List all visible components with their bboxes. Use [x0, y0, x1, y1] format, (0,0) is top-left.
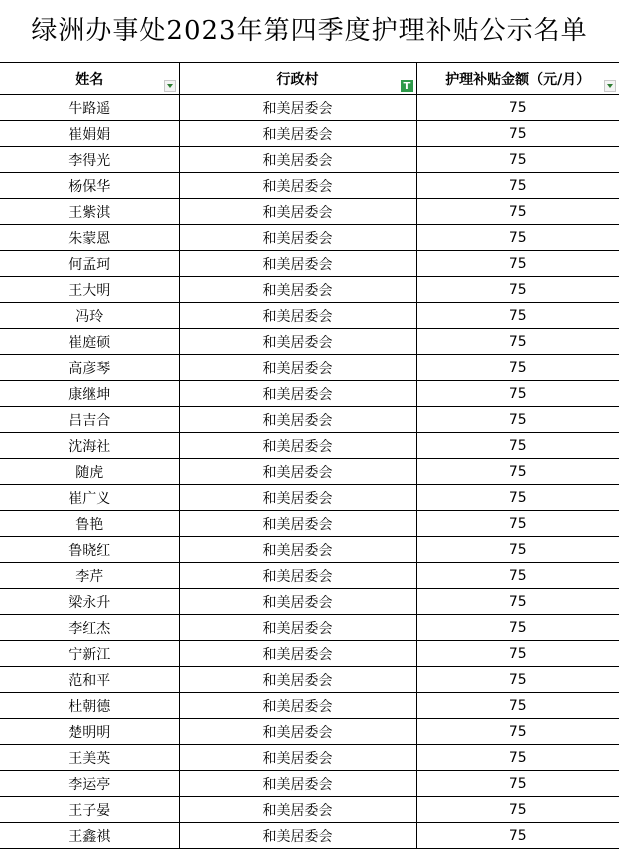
table-row: [0, 797, 619, 823]
data-table: [0, 63, 619, 849]
cell-village[interactable]: 和美居委会: [179, 511, 416, 537]
cell-amount[interactable]: 75: [416, 745, 619, 771]
cell-amount[interactable]: 75: [416, 563, 619, 589]
table-row: [0, 459, 619, 485]
table-row: [0, 719, 619, 745]
cell-village[interactable]: 和美居委会: [179, 823, 416, 849]
table-row: [0, 433, 619, 459]
table-row: [0, 147, 619, 173]
column-header-amount: [416, 63, 619, 95]
cell-amount[interactable]: 75: [416, 381, 619, 407]
table-row: [0, 407, 619, 433]
table-row: [0, 355, 619, 381]
cell-name[interactable]: 朱蒙恩: [0, 225, 179, 251]
cell-name[interactable]: 李芹: [0, 563, 179, 589]
table-row: [0, 537, 619, 563]
cell-village[interactable]: 和美居委会: [179, 251, 416, 277]
cell-village[interactable]: 和美居委会: [179, 95, 416, 121]
cell-amount[interactable]: 75: [416, 251, 619, 277]
cell-name[interactable]: 康继坤: [0, 381, 179, 407]
sheet-title: 绿洲办事处2023年第四季度护理补贴公示名单: [0, 0, 619, 63]
cell-village[interactable]: 和美居委会: [179, 277, 416, 303]
cell-village[interactable]: 和美居委会: [179, 433, 416, 459]
cell-amount[interactable]: 75: [416, 823, 619, 849]
cell-name[interactable]: 梁永升: [0, 589, 179, 615]
cell-amount[interactable]: 75: [416, 693, 619, 719]
cell-amount[interactable]: 75: [416, 641, 619, 667]
cell-amount[interactable]: 75: [416, 225, 619, 251]
cell-amount[interactable]: 75: [416, 459, 619, 485]
cell-amount[interactable]: 75: [416, 95, 619, 121]
cell-name[interactable]: 鲁艳: [0, 511, 179, 537]
column-header-label: 姓名: [75, 71, 104, 88]
cell-village[interactable]: 和美居委会: [179, 745, 416, 771]
cell-amount[interactable]: 75: [416, 147, 619, 173]
cell-name[interactable]: 王美英: [0, 745, 179, 771]
table-row: [0, 277, 619, 303]
cell-village[interactable]: 和美居委会: [179, 381, 416, 407]
cell-name[interactable]: 沈海社: [0, 433, 179, 459]
cell-village[interactable]: 和美居委会: [179, 147, 416, 173]
cell-village[interactable]: 和美居委会: [179, 589, 416, 615]
cell-village[interactable]: 和美居委会: [179, 563, 416, 589]
cell-amount[interactable]: 75: [416, 277, 619, 303]
dropdown-arrow-icon[interactable]: [164, 80, 176, 92]
table-row: [0, 693, 619, 719]
table-row: [0, 95, 619, 121]
table-row: [0, 251, 619, 277]
table-row: [0, 485, 619, 511]
cell-village[interactable]: 和美居委会: [179, 121, 416, 147]
cell-village[interactable]: 和美居委会: [179, 199, 416, 225]
filter-active-icon[interactable]: T: [401, 80, 413, 92]
cell-name[interactable]: 崔庭硕: [0, 329, 179, 355]
cell-amount[interactable]: 75: [416, 355, 619, 381]
cell-village[interactable]: 和美居委会: [179, 303, 416, 329]
cell-amount[interactable]: 75: [416, 511, 619, 537]
table-row: [0, 667, 619, 693]
table-row: [0, 511, 619, 537]
cell-village[interactable]: 和美居委会: [179, 225, 416, 251]
cell-village[interactable]: 和美居委会: [179, 641, 416, 667]
column-header-label: 行政村: [276, 71, 319, 88]
cell-name[interactable]: 王鑫祺: [0, 823, 179, 849]
cell-village[interactable]: 和美居委会: [179, 355, 416, 381]
cell-village[interactable]: 和美居委会: [179, 693, 416, 719]
cell-name[interactable]: 李得光: [0, 147, 179, 173]
cell-amount[interactable]: 75: [416, 303, 619, 329]
cell-village[interactable]: 和美居委会: [179, 459, 416, 485]
cell-amount[interactable]: 75: [416, 173, 619, 199]
header-row: [0, 63, 619, 95]
cell-amount[interactable]: 75: [416, 771, 619, 797]
dropdown-arrow-icon[interactable]: [604, 80, 616, 92]
table-row: [0, 641, 619, 667]
cell-village[interactable]: 和美居委会: [179, 615, 416, 641]
cell-name[interactable]: 杜朝德: [0, 693, 179, 719]
cell-amount[interactable]: 75: [416, 589, 619, 615]
cell-amount[interactable]: 75: [416, 329, 619, 355]
table-row: [0, 329, 619, 355]
cell-amount[interactable]: 75: [416, 485, 619, 511]
cell-amount[interactable]: 75: [416, 537, 619, 563]
cell-name[interactable]: 高彦琴: [0, 355, 179, 381]
cell-name[interactable]: 李运亭: [0, 771, 179, 797]
cell-name[interactable]: 吕吉合: [0, 407, 179, 433]
column-header-label: 护理补贴金额（元/月）: [445, 71, 591, 88]
cell-amount[interactable]: 75: [416, 615, 619, 641]
cell-amount[interactable]: 75: [416, 121, 619, 147]
cell-name[interactable]: 何孟珂: [0, 251, 179, 277]
cell-village[interactable]: 和美居委会: [179, 719, 416, 745]
cell-name[interactable]: 楚明明: [0, 719, 179, 745]
column-header-name: [0, 63, 179, 95]
cell-name[interactable]: 王大明: [0, 277, 179, 303]
cell-name[interactable]: 冯玲: [0, 303, 179, 329]
cell-village[interactable]: 和美居委会: [179, 771, 416, 797]
cell-village[interactable]: 和美居委会: [179, 485, 416, 511]
cell-name[interactable]: 鲁晓红: [0, 537, 179, 563]
cell-name[interactable]: 崔娟娟: [0, 121, 179, 147]
cell-village[interactable]: 和美居委会: [179, 329, 416, 355]
cell-name[interactable]: 李红杰: [0, 615, 179, 641]
cell-amount[interactable]: 75: [416, 667, 619, 693]
table-row: [0, 199, 619, 225]
cell-village[interactable]: 和美居委会: [179, 667, 416, 693]
table-row: [0, 173, 619, 199]
table-row: [0, 745, 619, 771]
table-row: [0, 381, 619, 407]
table-row: [0, 823, 619, 849]
cell-name[interactable]: 牛路遥: [0, 95, 179, 121]
table-row: [0, 563, 619, 589]
table-row: [0, 615, 619, 641]
cell-amount[interactable]: 75: [416, 433, 619, 459]
cell-amount[interactable]: 75: [416, 719, 619, 745]
cell-name[interactable]: 范和平: [0, 667, 179, 693]
cell-village[interactable]: 和美居委会: [179, 407, 416, 433]
cell-name[interactable]: 王子晏: [0, 797, 179, 823]
table-row: [0, 303, 619, 329]
cell-name[interactable]: 崔广义: [0, 485, 179, 511]
cell-amount[interactable]: 75: [416, 797, 619, 823]
table-row: [0, 589, 619, 615]
table-row: [0, 771, 619, 797]
cell-amount[interactable]: 75: [416, 199, 619, 225]
table-body: [0, 95, 619, 849]
cell-name[interactable]: 王紫淇: [0, 199, 179, 225]
cell-name[interactable]: 杨保华: [0, 173, 179, 199]
cell-name[interactable]: 随虎: [0, 459, 179, 485]
cell-amount[interactable]: 75: [416, 407, 619, 433]
table-row: [0, 225, 619, 251]
cell-village[interactable]: 和美居委会: [179, 173, 416, 199]
column-header-village: [179, 63, 416, 95]
cell-name[interactable]: 宁新江: [0, 641, 179, 667]
cell-village[interactable]: 和美居委会: [179, 797, 416, 823]
cell-village[interactable]: 和美居委会: [179, 537, 416, 563]
table-row: [0, 121, 619, 147]
